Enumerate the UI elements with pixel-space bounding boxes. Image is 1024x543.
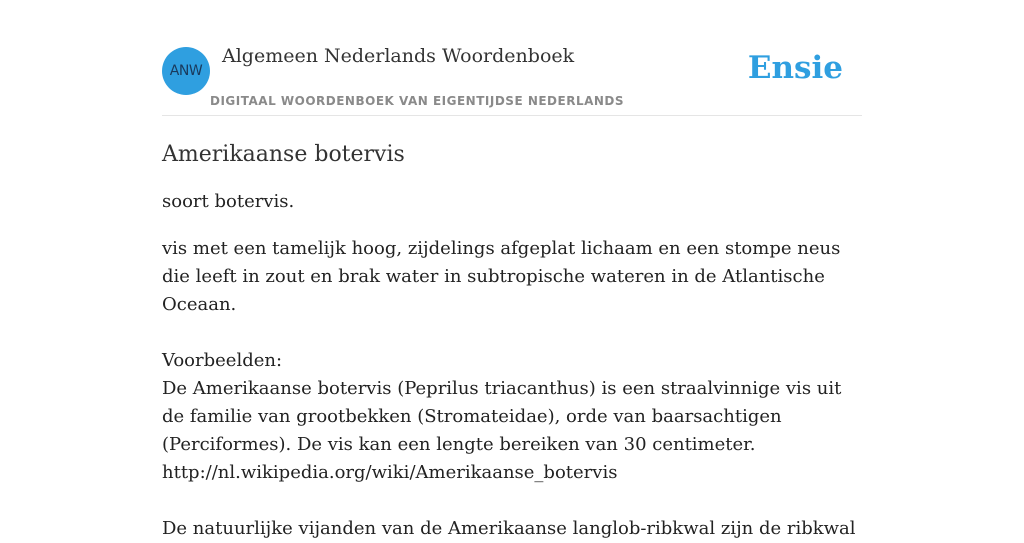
- entry-title: Amerikaanse botervis: [162, 142, 405, 167]
- ensie-brand-link[interactable]: Ensie: [747, 50, 843, 86]
- anw-logo[interactable]: ANW: [162, 47, 210, 95]
- entry-description: vis met een tamelijk hoog, zijdelings afgeplat lichaam en een stompe neus die leeft in zout en brak water in subtropische wateren in de Atlantische Oceaan. Voorbeelden: De Amerikaanse botervis (Peprilus triacanthus) is een straalvinnige vis uit de familie van grootbekken (Stromateidae), orde van baarsachtigen (Perciformes). De vis kan een lengte bereiken van 30 centimeter. http://nl.wikipedia.org/wiki/Amerikaanse_botervis De natuurlijke vijanden van de Amerikaanse langlob-ribkwal zijn de ribkwal: [162, 238, 856, 539]
- page: [162, 0, 862, 543]
- entry-definition: soort botervis.: [162, 191, 295, 212]
- site-title[interactable]: Algemeen Nederlands Woordenboek: [222, 45, 575, 67]
- entry-content: [162, 116, 862, 543]
- site-subtitle: DIGITAAL WOORDENBOEK VAN EIGENTIJDSE NEDERLANDS: [210, 94, 625, 108]
- site-header: [162, 0, 862, 116]
